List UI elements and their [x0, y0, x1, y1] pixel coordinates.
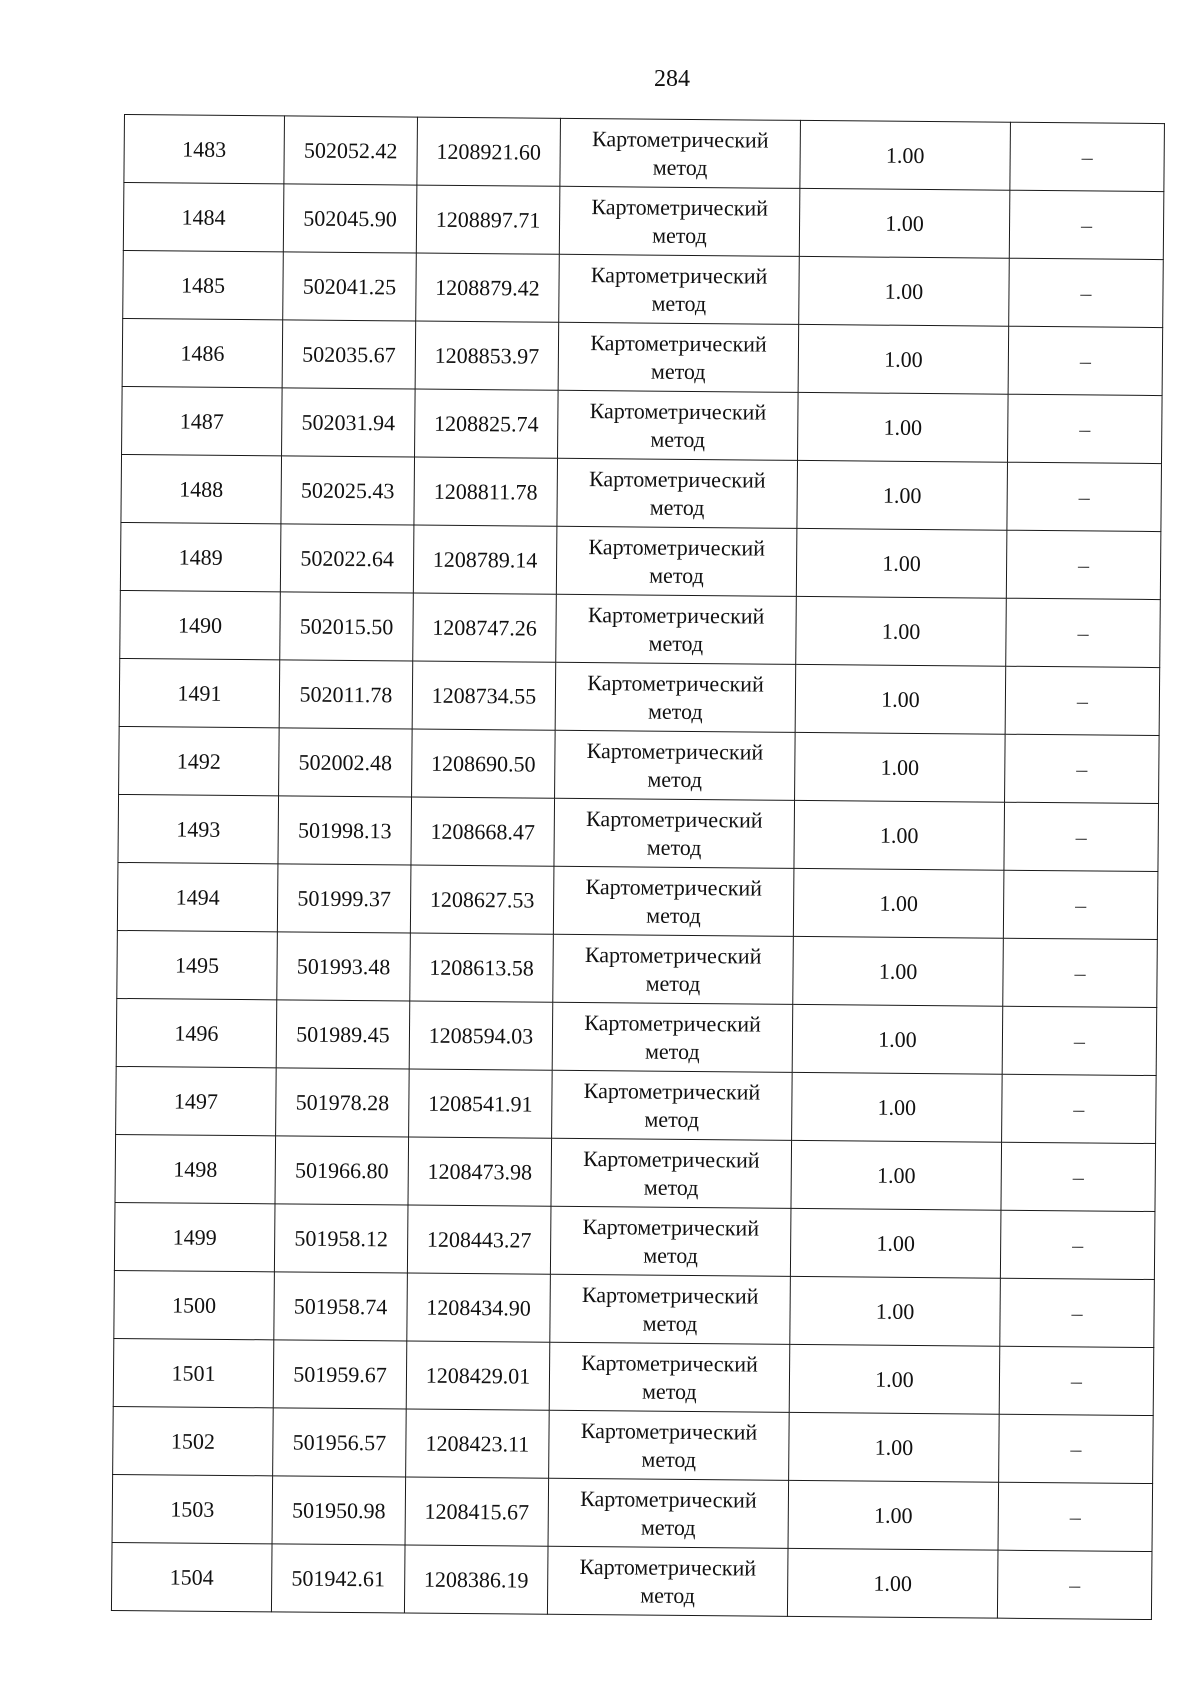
method-line-2: метод — [652, 154, 708, 180]
precision-cell: 1.00 — [790, 1276, 1001, 1346]
precision-cell: 1.00 — [798, 392, 1009, 462]
note-cell: – — [997, 1550, 1152, 1619]
precision-cell: 1.00 — [795, 664, 1006, 734]
point-number-cell: 1486 — [122, 318, 283, 387]
point-number-cell: 1493 — [118, 794, 279, 863]
y-coordinate-cell: 1208690.50 — [412, 729, 556, 798]
method-cell — [555, 662, 796, 732]
x-coordinate-cell: 502031.94 — [282, 388, 416, 457]
y-coordinate-cell: 1208897.71 — [416, 185, 560, 254]
precision-cell: 1.00 — [800, 120, 1011, 190]
y-coordinate-cell: 1208879.42 — [416, 253, 560, 322]
note-cell: – — [1003, 938, 1158, 1007]
precision-cell: 1.00 — [793, 868, 1004, 938]
x-coordinate-cell: 502035.67 — [282, 320, 416, 389]
method-line-2: метод — [644, 1106, 700, 1132]
precision-cell: 1.00 — [797, 460, 1008, 530]
x-coordinate-cell: 502045.90 — [283, 184, 417, 253]
point-number-cell: 1484 — [123, 183, 284, 252]
method-line-2: метод — [648, 630, 704, 656]
note-cell: – — [1002, 1006, 1157, 1075]
method-line-2: метод — [647, 766, 703, 792]
table-row — [117, 930, 1158, 1007]
method-line-1: Картометрический — [584, 1009, 761, 1037]
method-line-1: Картометрический — [585, 873, 763, 901]
table-row — [113, 1406, 1154, 1483]
x-coordinate-cell: 501958.74 — [274, 1272, 408, 1341]
x-coordinate-cell: 502022.64 — [280, 524, 414, 593]
y-coordinate-cell: 1208613.58 — [410, 933, 554, 1002]
table-row — [118, 794, 1159, 871]
precision-cell: 1.00 — [798, 324, 1009, 394]
method-line-2: метод — [651, 290, 707, 316]
point-number-cell: 1491 — [119, 658, 280, 727]
coordinates-table — [111, 114, 1165, 1620]
table-row — [123, 183, 1164, 260]
y-coordinate-cell: 1208415.67 — [405, 1477, 549, 1546]
method-line-1: Картометрический — [587, 601, 765, 629]
method-cell — [554, 798, 795, 868]
method-cell — [558, 390, 799, 460]
precision-cell: 1.00 — [794, 800, 1005, 870]
point-number-cell: 1489 — [120, 522, 281, 591]
method-cell — [547, 1546, 788, 1616]
method-cell — [553, 934, 794, 1004]
method-line-2: метод — [646, 834, 702, 860]
table-row — [115, 1134, 1156, 1211]
method-cell — [550, 1274, 791, 1344]
method-line-2: метод — [650, 358, 706, 384]
table-row — [114, 1270, 1155, 1347]
table-row — [116, 1066, 1157, 1143]
method-line-2: метод — [643, 1242, 698, 1268]
method-cell — [552, 1002, 793, 1072]
x-coordinate-cell: 501966.80 — [275, 1136, 409, 1205]
y-coordinate-cell: 1208825.74 — [415, 389, 559, 458]
note-cell: – — [1009, 258, 1164, 327]
method-cell — [557, 458, 798, 528]
x-coordinate-cell: 501998.13 — [278, 796, 412, 865]
method-cell — [549, 1342, 790, 1412]
method-line-2: метод — [642, 1310, 698, 1336]
method-line-1: Картометрический — [591, 193, 769, 221]
note-cell: – — [1007, 394, 1162, 463]
method-cell — [556, 594, 797, 664]
precision-cell: 1.00 — [799, 256, 1010, 326]
precision-cell: 1.00 — [792, 1072, 1003, 1142]
point-number-cell: 1504 — [111, 1542, 272, 1611]
x-coordinate-cell: 501956.57 — [273, 1408, 407, 1477]
method-line-2: метод — [649, 562, 704, 588]
point-number-cell: 1502 — [113, 1406, 274, 1475]
note-cell: – — [1010, 122, 1165, 191]
precision-cell: 1.00 — [789, 1344, 1000, 1414]
y-coordinate-cell: 1208747.26 — [413, 593, 557, 662]
table-row — [114, 1202, 1155, 1279]
method-line-2: метод — [643, 1174, 699, 1200]
x-coordinate-cell: 501989.45 — [276, 1000, 410, 1069]
y-coordinate-cell: 1208423.11 — [406, 1409, 550, 1478]
method-line-1: Картометрический — [580, 1417, 758, 1445]
note-cell: – — [1005, 734, 1160, 803]
method-cell — [558, 322, 799, 392]
note-cell: – — [998, 1482, 1153, 1551]
method-line-2: метод — [640, 1514, 696, 1540]
x-coordinate-cell: 501942.61 — [271, 1544, 405, 1613]
method-line-1: Картометрический — [584, 941, 762, 969]
point-number-cell: 1501 — [113, 1338, 274, 1407]
point-number-cell: 1499 — [114, 1202, 275, 1271]
table-row — [122, 386, 1163, 463]
table-row — [120, 522, 1161, 599]
x-coordinate-cell: 502002.48 — [279, 728, 413, 797]
y-coordinate-cell: 1208668.47 — [411, 797, 555, 866]
point-number-cell: 1496 — [116, 998, 277, 1067]
table-row — [120, 590, 1161, 667]
note-cell: – — [1005, 666, 1160, 735]
precision-cell: 1.00 — [799, 188, 1010, 258]
method-line-1: Картометрический — [587, 669, 764, 697]
method-line-2: метод — [649, 494, 705, 520]
point-number-cell: 1497 — [116, 1066, 277, 1135]
method-line-2: метод — [645, 970, 701, 996]
x-coordinate-cell: 501978.28 — [276, 1068, 410, 1137]
method-line-2: метод — [646, 902, 701, 928]
method-line-1: Картометрический — [582, 1213, 760, 1241]
precision-cell: 1.00 — [789, 1412, 1000, 1482]
precision-cell: 1.00 — [792, 1004, 1003, 1074]
point-number-cell: 1492 — [119, 726, 280, 795]
method-cell — [559, 186, 800, 256]
precision-cell: 1.00 — [791, 1140, 1002, 1210]
method-line-1: Картометрический — [586, 805, 763, 833]
precision-cell: 1.00 — [796, 596, 1007, 666]
method-cell — [555, 730, 796, 800]
method-line-1: Картометрический — [586, 737, 764, 765]
method-line-1: Картометрический — [580, 1485, 757, 1513]
page-number: 284 — [654, 66, 690, 92]
method-cell — [553, 866, 794, 936]
method-line-1: Картометрический — [590, 329, 767, 357]
precision-cell: 1.00 — [788, 1480, 999, 1550]
y-coordinate-cell: 1208594.03 — [409, 1001, 553, 1070]
precision-cell: 1.00 — [796, 528, 1007, 598]
method-line-2: метод — [640, 1582, 695, 1608]
method-line-1: Картометрический — [589, 397, 767, 425]
method-line-1: Картометрический — [581, 1281, 759, 1309]
method-line-1: Картометрический — [588, 533, 766, 561]
note-cell: – — [1006, 530, 1161, 599]
note-cell: – — [1002, 1074, 1157, 1143]
point-number-cell: 1483 — [124, 115, 285, 184]
method-line-1: Картометрический — [583, 1077, 761, 1105]
point-number-cell: 1485 — [123, 250, 284, 319]
point-number-cell: 1494 — [117, 862, 278, 931]
method-line-1: Картометрический — [588, 465, 766, 493]
note-cell: – — [1000, 1278, 1155, 1347]
point-number-cell: 1487 — [122, 386, 283, 455]
precision-cell: 1.00 — [793, 936, 1004, 1006]
y-coordinate-cell: 1208627.53 — [410, 865, 554, 934]
table-row — [111, 1542, 1152, 1619]
y-coordinate-cell: 1208473.98 — [408, 1137, 552, 1206]
note-cell: – — [1003, 870, 1158, 939]
point-number-cell: 1498 — [115, 1134, 276, 1203]
point-number-cell: 1488 — [121, 454, 282, 523]
y-coordinate-cell: 1208434.90 — [407, 1273, 551, 1342]
y-coordinate-cell: 1208443.27 — [407, 1205, 551, 1274]
note-cell: – — [1009, 190, 1164, 259]
method-line-2: метод — [644, 1038, 700, 1064]
x-coordinate-cell: 502025.43 — [281, 456, 415, 525]
table-row — [113, 1338, 1154, 1415]
note-cell: – — [999, 1414, 1154, 1483]
x-coordinate-cell: 502015.50 — [280, 592, 414, 661]
x-coordinate-cell: 501999.37 — [277, 864, 411, 933]
method-cell — [550, 1206, 791, 1276]
table-row — [119, 658, 1160, 735]
method-line-1: Картометрический — [579, 1553, 757, 1581]
table-row — [122, 318, 1163, 395]
method-cell — [556, 526, 797, 596]
precision-cell: 1.00 — [787, 1548, 998, 1618]
y-coordinate-cell: 1208386.19 — [404, 1545, 548, 1614]
note-cell: – — [1008, 326, 1163, 395]
y-coordinate-cell: 1208734.55 — [412, 661, 556, 730]
method-line-2: метод — [641, 1446, 697, 1472]
note-cell: – — [1001, 1142, 1156, 1211]
method-line-2: метод — [641, 1378, 697, 1404]
x-coordinate-cell: 502052.42 — [284, 116, 418, 185]
table-row — [123, 250, 1164, 327]
table-row — [124, 115, 1165, 192]
point-number-cell: 1495 — [117, 930, 278, 999]
table-row — [121, 454, 1162, 531]
point-number-cell: 1490 — [120, 590, 281, 659]
x-coordinate-cell: 501950.98 — [272, 1476, 406, 1545]
method-cell — [559, 254, 800, 324]
note-cell: – — [1007, 462, 1162, 531]
method-line-1: Картометрический — [581, 1349, 758, 1377]
method-cell — [552, 1070, 793, 1140]
x-coordinate-cell: 501993.48 — [277, 932, 411, 1001]
y-coordinate-cell: 1208811.78 — [414, 457, 558, 526]
note-cell: – — [1004, 802, 1159, 871]
y-coordinate-cell: 1208429.01 — [406, 1341, 550, 1410]
method-line-1: Картометрический — [583, 1145, 760, 1173]
x-coordinate-cell: 502011.78 — [279, 660, 413, 729]
point-number-cell: 1503 — [112, 1474, 273, 1543]
precision-cell: 1.00 — [795, 732, 1006, 802]
point-number-cell: 1500 — [114, 1270, 275, 1339]
y-coordinate-cell: 1208789.14 — [413, 525, 557, 594]
method-cell — [551, 1138, 792, 1208]
table-row — [112, 1474, 1153, 1551]
method-cell — [548, 1478, 789, 1548]
method-cell — [549, 1410, 790, 1480]
method-line-2: метод — [647, 698, 703, 724]
table-body — [111, 115, 1164, 1620]
y-coordinate-cell: 1208921.60 — [417, 117, 561, 186]
note-cell: – — [1000, 1210, 1155, 1279]
precision-cell: 1.00 — [790, 1208, 1001, 1278]
note-cell: – — [999, 1346, 1154, 1415]
method-line-2: метод — [650, 426, 706, 452]
note-cell: – — [1006, 598, 1161, 667]
x-coordinate-cell: 501959.67 — [273, 1340, 407, 1409]
method-cell — [560, 118, 801, 188]
y-coordinate-cell: 1208853.97 — [415, 321, 559, 390]
coordinates-table-container — [111, 114, 1165, 1620]
method-line-1: Картометрический — [590, 261, 768, 289]
method-line-2: метод — [652, 222, 707, 248]
x-coordinate-cell: 501958.12 — [274, 1204, 408, 1273]
method-line-1: Картометрический — [591, 125, 769, 153]
x-coordinate-cell: 502041.25 — [283, 252, 417, 321]
table-row — [117, 862, 1158, 939]
table-row — [119, 726, 1160, 803]
table-row — [116, 998, 1157, 1075]
y-coordinate-cell: 1208541.91 — [409, 1069, 553, 1138]
